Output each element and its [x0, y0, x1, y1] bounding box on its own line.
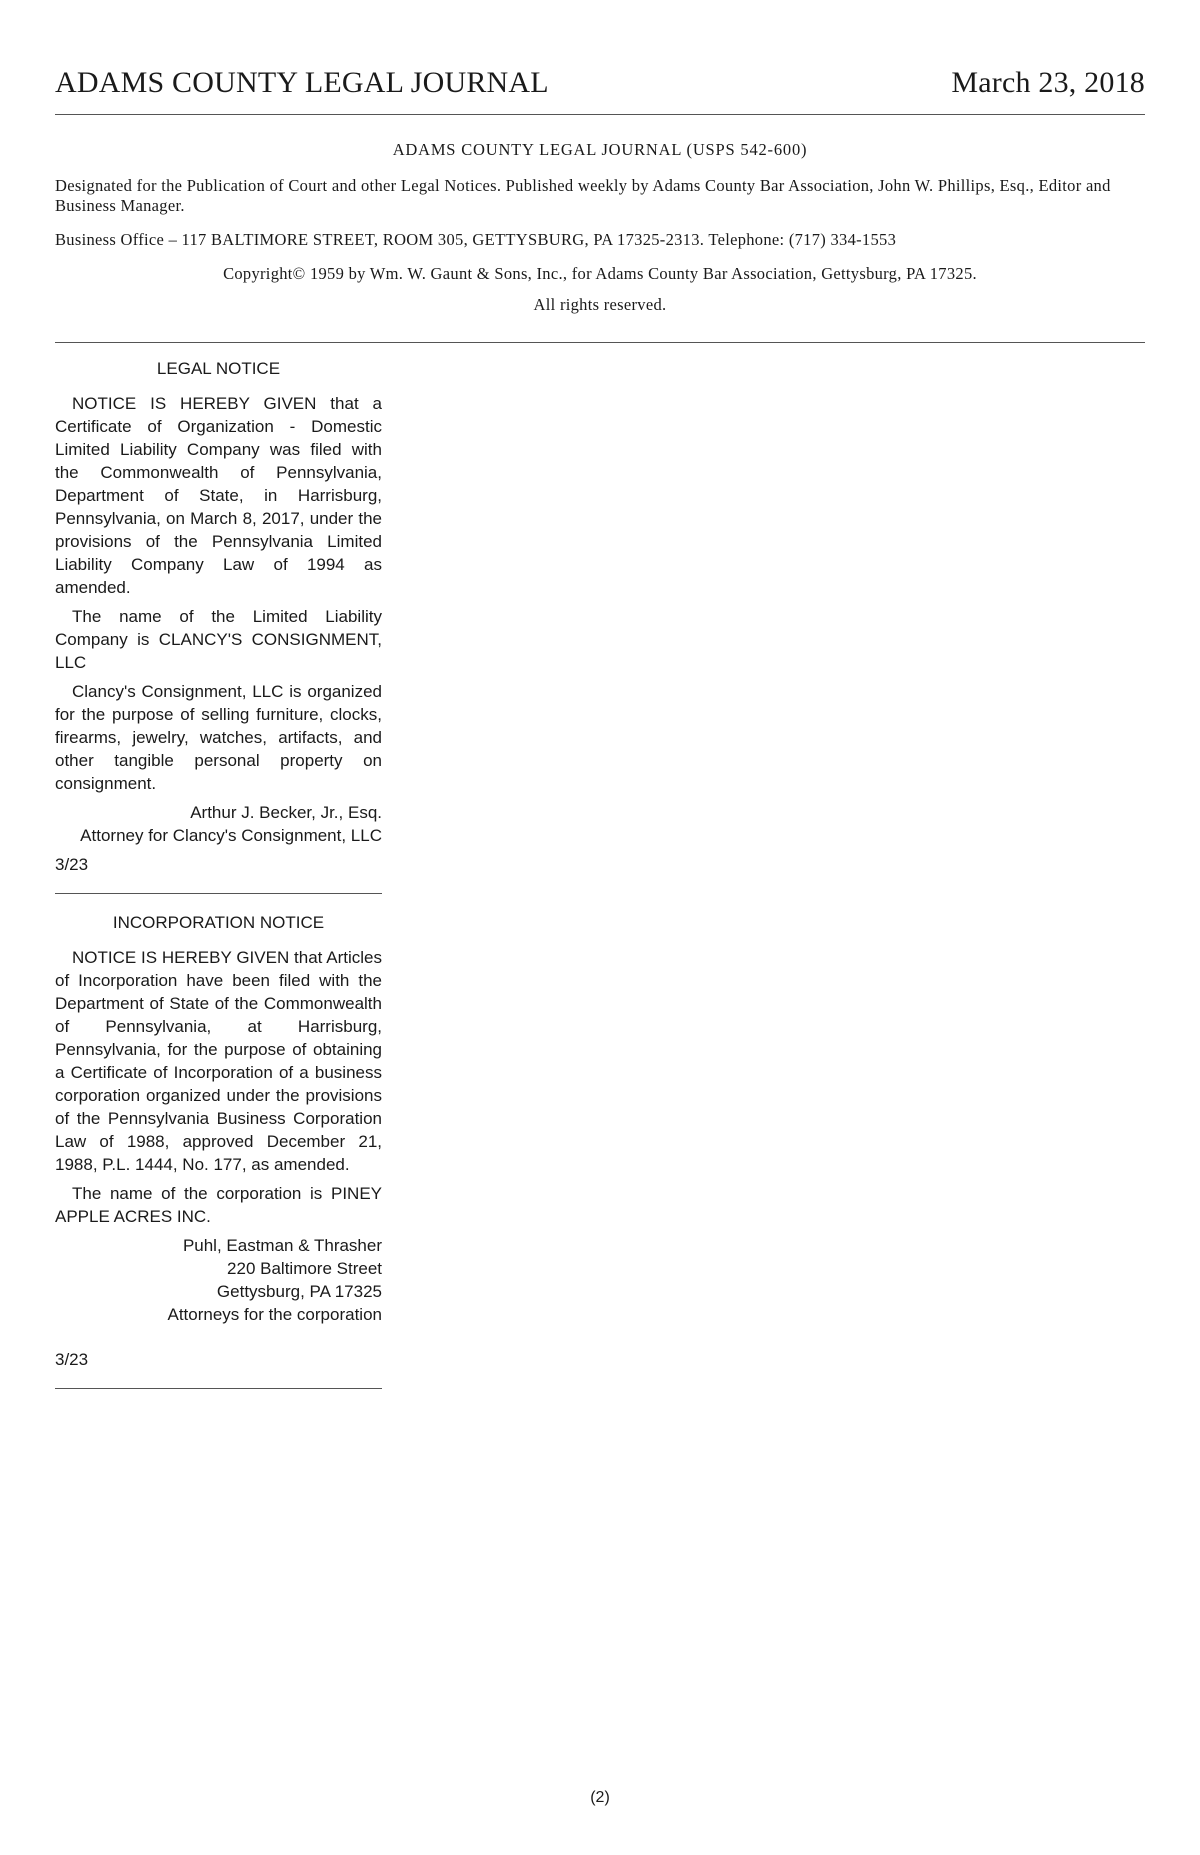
signature-line: Gettysburg, PA 17325 [216, 1282, 382, 1301]
signature-line: Puhl, Eastman & Thrasher [182, 1236, 382, 1255]
journal-name: ADAMS COUNTY LEGAL JOURNAL [55, 66, 549, 99]
notice-divider [55, 893, 382, 894]
notice-paragraph: NOTICE IS HEREBY GIVEN that a Certificate of Organization - Domestic Limited Liability Company was filed with the Commonwealth of Pennsylvania, Department of State, in Harrisburg, Pennsylvania, on March 8, 2017, under the provisions of the Pennsylvania Limited Liability Company Law of 1994 as amended. [55, 394, 382, 597]
issue-date: March 23, 2018 [951, 66, 1145, 99]
publication-date: 3/23 [55, 855, 89, 874]
notice-title: LEGAL NOTICE [156, 359, 281, 378]
masthead-rule [55, 342, 1145, 343]
legal-notice [55, 357, 382, 876]
page-number: (2) [590, 1789, 610, 1806]
signature-line: Attorney for Clancy's Consignment, LLC [80, 826, 382, 845]
notice-paragraph: NOTICE IS HEREBY GIVEN that Articles of Incorporation have been filed with the Department of State of the Commonwealth of Pennsylvania, at Harrisburg, Pennsylvania, for the purpose of obtaining a Certificate of Incorporation of a business corporation organized under the provisions of the Pennsylvania Business Corporation Law of 1988, approved December 21, 1988, P.L. 1444, No. 177, as amended. [55, 948, 382, 1174]
business-office: Business Office – 117 BALTIMORE STREET, ROOM 305, GETTYSBURG, PA 17325-2313. Telephone: (717) 334-1553 [55, 230, 897, 249]
incorporation-notice [55, 911, 382, 1371]
notice-divider [55, 1388, 382, 1389]
signature-line: 220 Baltimore Street [227, 1259, 382, 1278]
signature-line: Attorneys for the corporation [167, 1305, 382, 1324]
running-header [55, 66, 1145, 100]
notice-paragraph: The name of the corporation is PINEY APPLE ACRES INC. [55, 1184, 382, 1226]
notice-paragraph: Clancy's Consignment, LLC is organized for the purpose of selling furniture, clocks, firearms, jewelry, watches, artifacts, and other tangible personal property on consignment. [55, 682, 382, 793]
copyright: Copyright© 1959 by Wm. W. Gaunt & Sons, Inc., for Adams County Bar Association, Gettysburg, PA 17325. [223, 264, 977, 283]
header-rule [55, 114, 1145, 115]
notice-title: INCORPORATION NOTICE [112, 913, 325, 932]
masthead [55, 140, 1145, 315]
signature-line: Arthur J. Becker, Jr., Esq. [190, 803, 382, 822]
notice-paragraph: The name of the Limited Liability Company is CLANCY'S CONSIGNMENT, LLC [55, 607, 382, 672]
publication-date: 3/23 [55, 1350, 89, 1369]
masthead-title: ADAMS COUNTY LEGAL JOURNAL (USPS 542-600) [392, 140, 808, 159]
masthead-description: Designated for the Publication of Court and other Legal Notices. Published weekly by Adams County Bar Association, John W. Phillips, Esq., Editor and Business Manager. [55, 176, 1111, 215]
notice-column [55, 357, 382, 1406]
rights-reserved: All rights reserved. [533, 295, 667, 314]
